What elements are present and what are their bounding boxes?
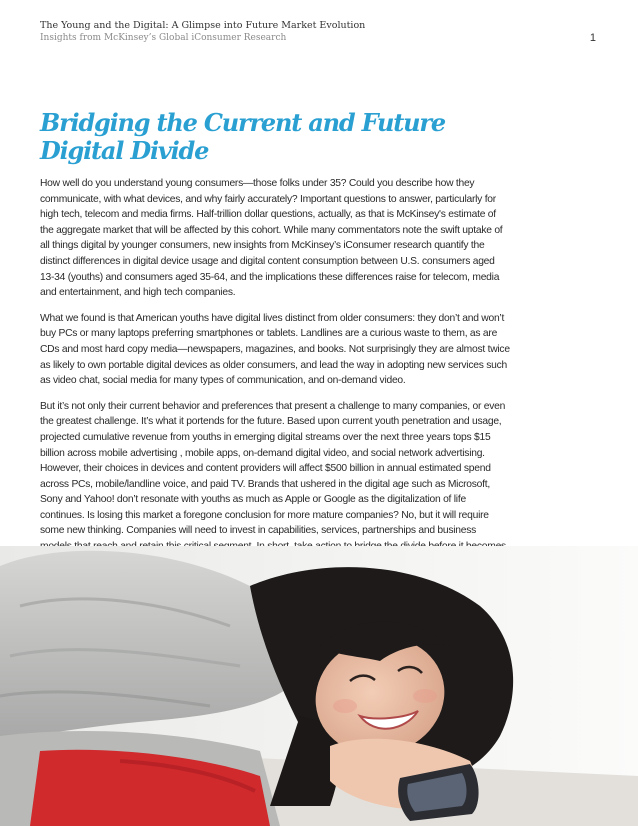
page-title (40, 109, 560, 165)
hero-photo-young-woman-with-phone (0, 546, 638, 826)
page-number: 1 (589, 32, 596, 44)
body-text (40, 176, 510, 580)
header-subtitle: Insights from McKinsey’s Global iConsumer Research (40, 33, 287, 43)
paragraph: How well do you understand young consumers—those folks under 35? Could you describe how they communicate, with what devices, and why fairly accurately? Important questions to answer, particularly for high tech, telecom and media firms. Half-trillion dollar questions, actually, as that is McKinsey's estimate of the aggregate market that will be affected by this cohort. While many commentators note the swift uptake of all things digital by younger consumers, new insights from McKinsey’s iConsumer research quantify the distinct differences in digital device usage and digital content consumption between U.S. consumers aged 13-34 (youths) and consumers aged 35-64, and the implications these differences raise for telecom, media and entertainment, and high tech companies. (40, 178, 503, 299)
paragraph: But it’s not only their current behavior and preferences that present a challenge to many companies, or even the greatest challenge. It’s what it portends for the future. Based upon current youth penetration and usage, projected cumulative revenue from youths in emerging digital streams over the next three years tops $15 billion across mobile advertising , mobile apps, on-demand digital video, and social network advertising. However, their choices in devices and content providers will affect $500 billion in annual estimated spend across PCs, mobile/landline voice, and paid TV. Brands that ushered in the digital age such as Microsoft, Sony and Yahoo! don’t resonate with youths as much as Apple or Google as the digitalization of life continues. Is losing this market a foregone conclusion for more mature companies? No, but it will require some new thinking. Companies will need to invest in capabilities, services, partnerships and business (40, 400, 506, 537)
running-header (40, 20, 600, 44)
paragraph: What we found is that American youths have digital lives distinct from older consumers: they don’t and won’t buy PCs or many laptops preferring smartphones or tablets. Landlines are a curious waste to them, as are CDs and most hard copy media—newspapers, magazines, and books. Not surprisingly they are almost twice as likely to own portable digital devices as older consumers, and lead the way in adopting new services such as video chat, social media for many types of communication, and on-demand video. (40, 312, 510, 387)
page-title-line-2: Digital Divide (40, 136, 209, 165)
header-title: The Young and the Digital: A Glimpse into Future Market Evolution (40, 20, 366, 31)
page-title-line-1: Bridging the Current and Future (40, 108, 445, 137)
